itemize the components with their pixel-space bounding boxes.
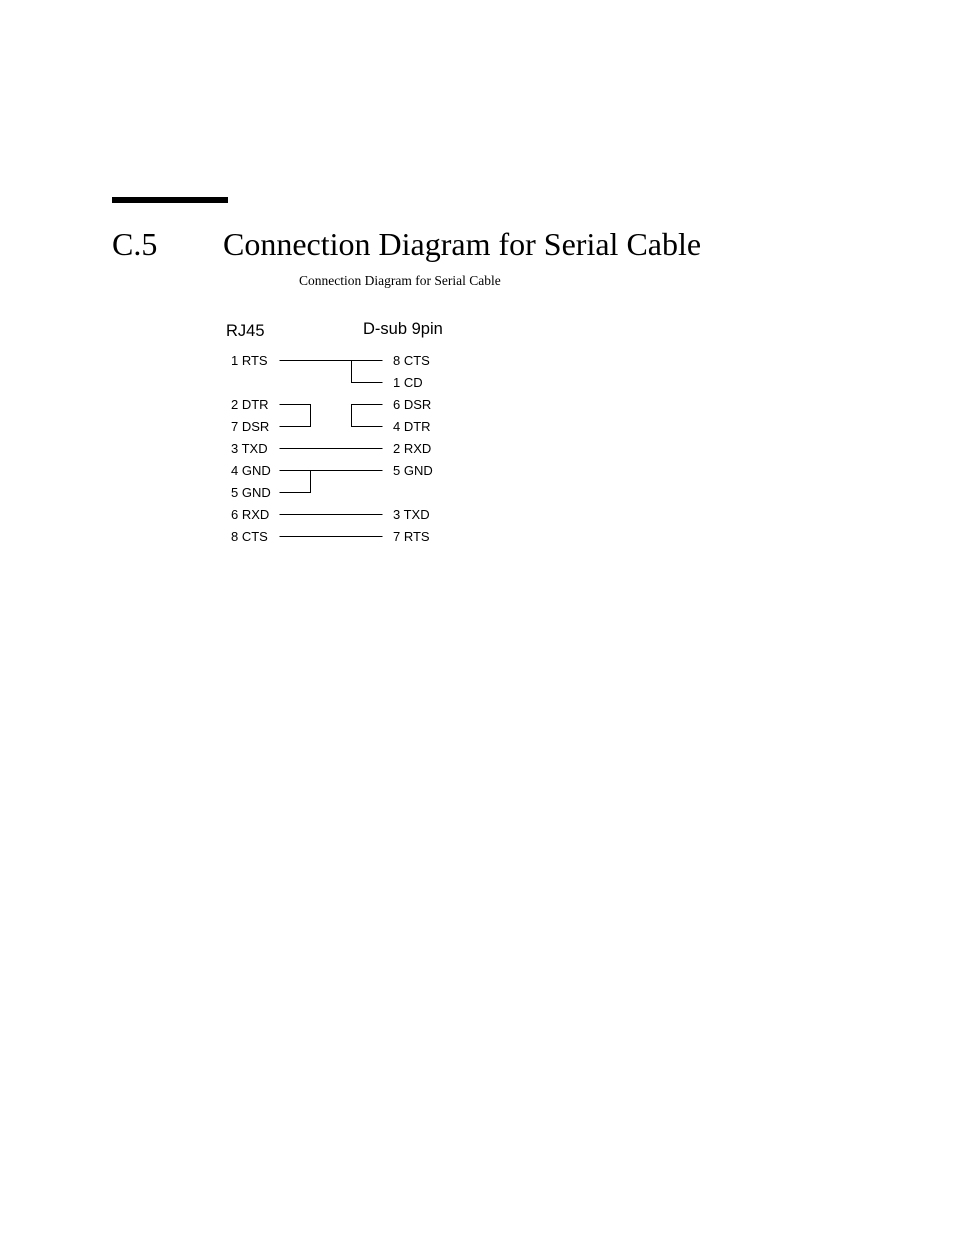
- dsub-pin-label: 8 CTS: [393, 353, 430, 368]
- wire-rts-cd: [352, 361, 383, 383]
- dsub-pin-label: 3 TXD: [393, 507, 430, 522]
- rj45-pin-label: 4 GND: [231, 463, 271, 478]
- rj45-pin-label: 5 GND: [231, 485, 271, 500]
- dsub-pin-label: 7 RTS: [393, 529, 430, 544]
- dsub-pin-label: 6 DSR: [393, 397, 432, 412]
- section-number: C.5: [112, 226, 158, 262]
- rj45-pin-label: 2 DTR: [231, 397, 269, 412]
- rj45-pin-label: 6 RXD: [231, 507, 270, 522]
- wire-dsr-dtr-loop: [352, 405, 383, 427]
- rj45-pin-label: 8 CTS: [231, 529, 268, 544]
- rj45-header: RJ45: [226, 322, 265, 340]
- wire-gnd-bridge: [280, 471, 311, 493]
- dsub-pin-label: 5 GND: [393, 463, 433, 478]
- rj45-pin-label: 1 RTS: [231, 353, 268, 368]
- dsub-header: D-sub 9pin: [363, 320, 443, 338]
- rj45-pin-label: 7 DSR: [231, 419, 270, 434]
- rj45-pin-label: 3 TXD: [231, 441, 268, 456]
- wire-dtr-dsr-loop: [280, 405, 311, 427]
- dsub-pin-label: 1 CD: [393, 375, 423, 390]
- dsub-pin-label: 4 DTR: [393, 419, 431, 434]
- dsub-pin-label: 2 RXD: [393, 441, 432, 456]
- figure-caption: Connection Diagram for Serial Cable: [299, 273, 501, 288]
- section-title: Connection Diagram for Serial Cable: [223, 226, 702, 262]
